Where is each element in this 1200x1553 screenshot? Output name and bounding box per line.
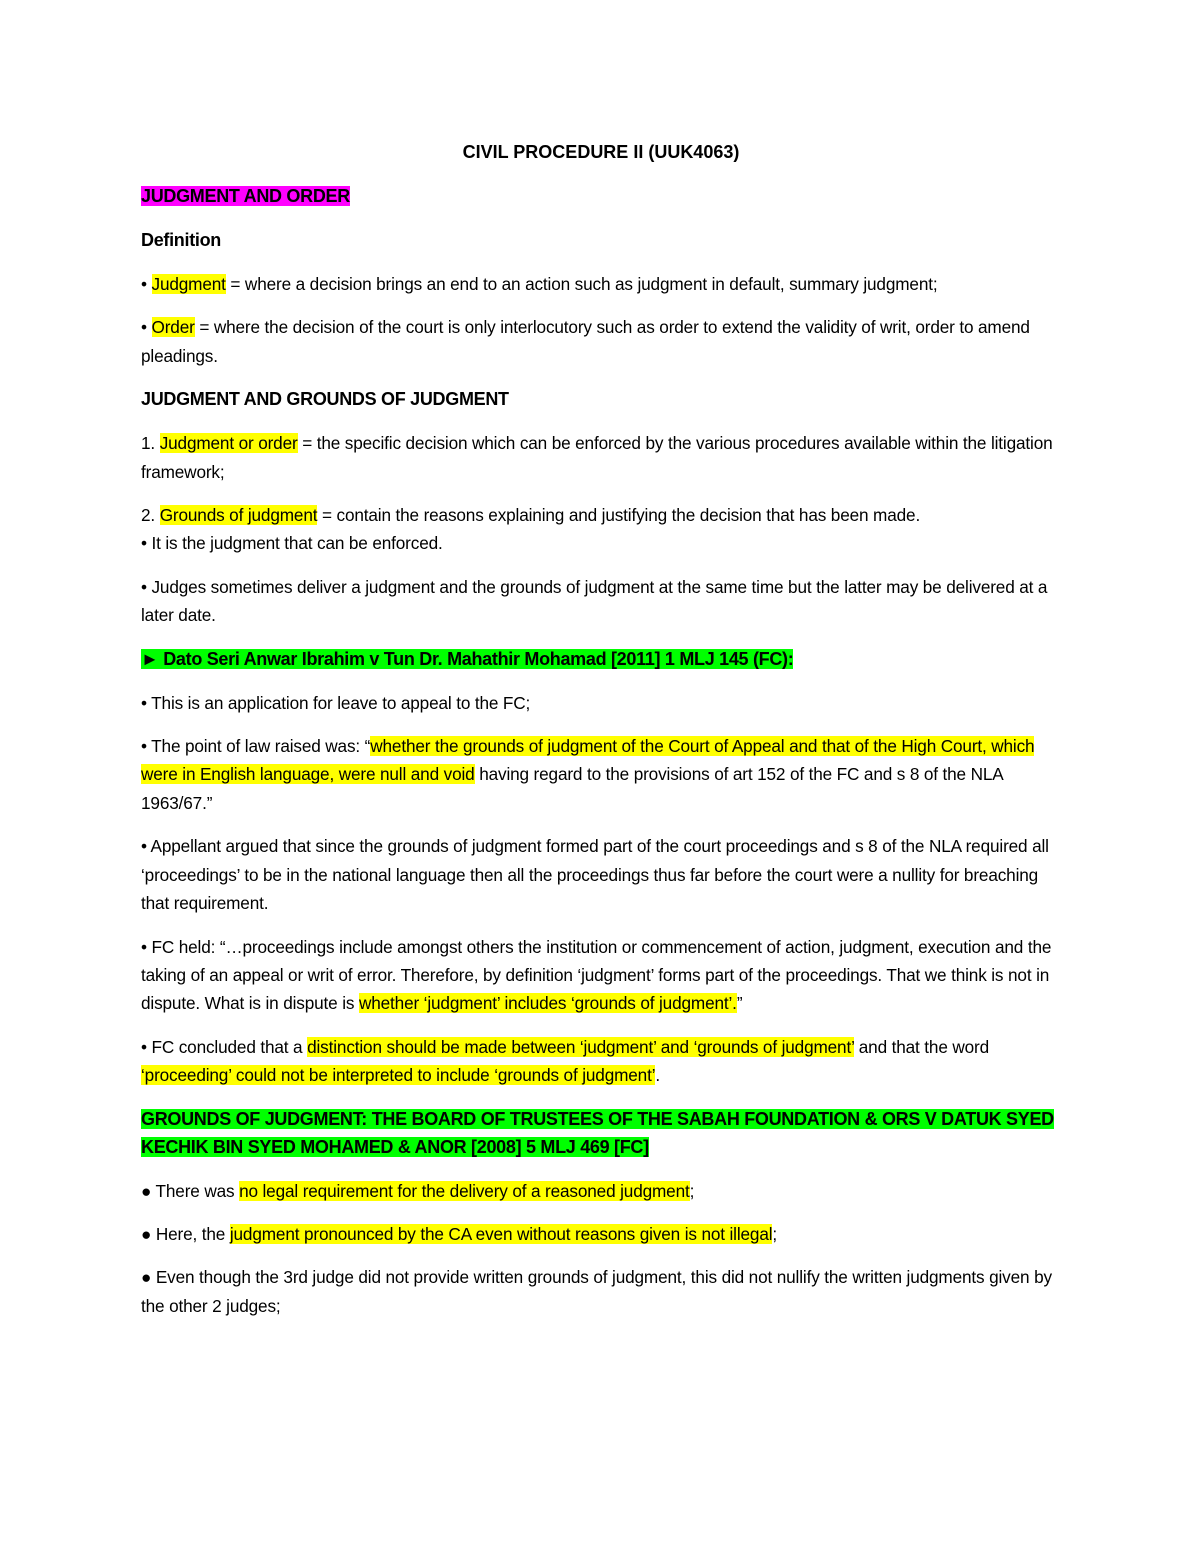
item-grounds-of-judgment: 2. Grounds of judgment = contain the reasons explaining and justifying the decision that has been made. • It is the judgment that can be enforced.	[141, 505, 921, 554]
term-grounds-of-judgment: Grounds of judgment	[159, 505, 318, 526]
case1-bullet-fc-concluded: • FC concluded that a distinction should be made between ‘judgment’ and ‘grounds of judgment’ and that the word ‘proceeding’ could not be interpreted to include ‘grounds of judgment’.	[141, 1036, 990, 1086]
document-body	[141, 138, 1061, 1335]
section-heading-judgment-and-grounds: JUDGMENT AND GROUNDS OF JUDGMENT	[141, 389, 509, 410]
case2-bullet-no-legal-requirement: ● There was no legal requirement for the delivery of a reasoned judgment;	[141, 1180, 695, 1201]
section-heading-judgment-and-order: JUDGMENT AND ORDER	[141, 186, 350, 206]
case-heading-anwar-ibrahim: ► Dato Seri Anwar Ibrahim v Tun Dr. Mahathir Mohamad [2011] 1 MLJ 145 (FC):	[141, 648, 794, 669]
case2-bullet-not-illegal: ● Here, the judgment pronounced by the CA even without reasons given is not illegal;	[141, 1223, 778, 1244]
term-judgment-or-order: Judgment or order	[159, 433, 298, 454]
term-judgment: Judgment	[151, 274, 226, 294]
definition-judgment: • Judgment = where a decision brings an end to an action such as judgment in default, summary judgment;	[141, 274, 938, 294]
document-title: CIVIL PROCEDURE II (UUK4063)	[462, 142, 740, 162]
definition-order: • Order = where the decision of the court is only interlocutory such as order to extend the validity of writ, order to amend pleadings.	[141, 317, 1030, 366]
case1-bullet-fc-held: • FC held: “…proceedings include amongst others the institution or commencement of action, judgment, execution and the taking of an appeal or writ of error. Therefore, by definition ‘judgment’ forms part of the proceedings. That we think is not in dispute. What is in dispute is whether ‘judgment’ includes ‘grounds of judgment’.”	[141, 936, 1052, 1014]
case2-bullet-third-judge: ● Even though the 3rd judge did not provide written grounds of judgment, this did not nullify the written judgments given by the other 2 judges;	[141, 1267, 1052, 1316]
case-heading-sabah-foundation: GROUNDS OF JUDGMENT: THE BOARD OF TRUSTEES OF THE SABAH FOUNDATION & ORS V DATUK SYED KECHIK BIN SYED MOHAMED & ANOR [2008] 5 MLJ 469 [FC]	[141, 1108, 1054, 1157]
judges-note: • Judges sometimes deliver a judgment and the grounds of judgment at the same time but the latter may be delivered at a later date.	[141, 576, 1048, 626]
case1-bullet-appellant-argued: • Appellant argued that since the grounds of judgment formed part of the court proceedings and s 8 of the NLA required all ‘proceedings’ to be in the national language then all the proceedings thus far before the court were a nullity for breaching that requirement.	[141, 836, 1049, 914]
case1-bullet-point-of-law: • The point of law raised was: “whether the grounds of judgment of the Court of Appeal and that of the High Court, which were in English language, were null and void having regard to the provisions of art 152 of the FC and s 8 of the NLA 1963/67.”	[141, 736, 1035, 813]
term-order: Order	[151, 317, 195, 338]
definition-heading: Definition	[141, 230, 221, 250]
item-judgment-or-order: 1. Judgment or order = the specific decision which can be enforced by the various procedures available within the litigation framework;	[141, 433, 1053, 482]
case1-bullet-application: • This is an application for leave to appeal to the FC;	[141, 692, 531, 713]
